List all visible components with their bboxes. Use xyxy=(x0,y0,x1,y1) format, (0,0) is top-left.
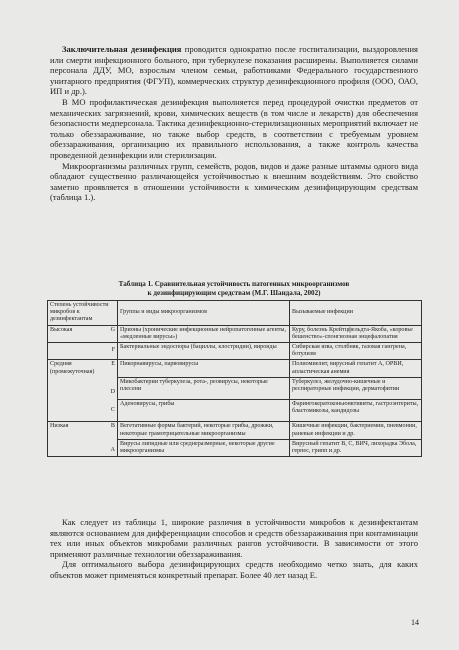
infections-cell: Куру, болезнь Крейтцфельдта-Якоба, «коровье бешенство»-спонгиозная энцефалопатия xyxy=(290,325,422,342)
resistance-table xyxy=(47,300,422,457)
degree-cell xyxy=(48,343,118,360)
body-text-bottom xyxy=(50,517,418,581)
table-row xyxy=(48,399,422,422)
table-row xyxy=(48,360,422,377)
table-row xyxy=(48,422,422,439)
table-row xyxy=(48,325,422,342)
group-letter: G xyxy=(110,326,115,333)
paragraph-table-conclusion: Как следует из таблицы 1, широкие различия в устойчивости микробов к дезинфектантам являются основанием для дифференциации способов и средств обеззараживания при контаминации тех или иных объектов микробами различных рангов устойчивости. В зависимости от этого применяют различные технологии обеззараживания. xyxy=(50,517,418,559)
infections-cell: Туберкулез, желудочно-кишечные и респираторные инфекции, дерматофитии xyxy=(290,377,422,399)
table-row xyxy=(48,343,422,360)
infections-cell: Сибирская язва, столбняк, газовая гангрена, ботулизм xyxy=(290,343,422,360)
infections-cell: Фарингокератоконьюнктивиты, гастроэнтериты, бластомикозы, кандидозы xyxy=(290,399,422,422)
degree-cell xyxy=(48,377,118,399)
paragraph-preventive-disinfection: В МО профилактическая дезинфекция выполняется перед процедурой очистки предметов от механических загрязнений, крови, химических веществ (в том числе и лекарств) для обеспечения безопасности медперсонала. Тактика дезинфекционно-стерилизационных мероприятий включает не только обеззараживание, но также выбор средств, в соответствии с требуемым уровнем обеззараживания, организацию их правильного использования, а также контроль качества проведенной дезинфекции или стерилизации. xyxy=(50,96,418,160)
group-letter: B xyxy=(110,423,115,430)
organisms-cell: Аденовирусы, грибы xyxy=(118,399,290,422)
group-letter: F xyxy=(111,347,115,354)
infections-cell: Вирусный гепатит В, С, ВИЧ, лихорадка Эбола, герпес, грипп и др. xyxy=(290,439,422,456)
group-letter: E xyxy=(111,361,115,368)
term-final-disinfection: Заключительная дезинфекция xyxy=(62,44,182,54)
infections-cell: Кишечные инфекции, бактериемии, пневмонии, раневые инфекции и др. xyxy=(290,422,422,439)
degree-level: Средняя (промежуточная) xyxy=(50,361,95,375)
degree-level: Низкая xyxy=(50,423,69,430)
body-text-top xyxy=(50,44,418,203)
table-row xyxy=(48,439,422,456)
paragraph-microorganisms: Микроорганизмы различных групп, семейств, родов, видов и даже разные штаммы одного вида обладают существенно различающейся устойчивостью к внешним воздействиям. Это свойство заметно проявляется в отношении устойчивости к химическим дезинфицирующим средствам (таблица 1.). xyxy=(50,160,418,203)
organisms-cell: Микобактерии туберкулеза, рота-, реовирусы, некоторые плесени xyxy=(118,377,290,399)
header-infections: Вызываемые инфекции xyxy=(290,301,422,326)
table-caption-line-2: к дезинфицирующим средствам (М.Г. Шандала, 2002) xyxy=(147,288,321,297)
organisms-cell: Вирусы липидные или среднеразмерные, некоторые другие микроорганизмы xyxy=(118,439,290,456)
table-caption-line-1: Таблица 1. Сравнительная устойчивость патогенных микроорганизмов xyxy=(118,280,350,288)
header-degree: Степень устойчивости микробов к дезинфектантам xyxy=(48,301,118,326)
paragraph-text: проводится однократно после госпитализации, выздоровления или смерти инфекционного больного, при туберкулезе показания расширены. Выполняется силами персонала ДДУ, МО, взрослым членом семьи, работниками Федерального государственного унитарного предприятия (ФГУП), коммерческих структур дезинфекционного профиля (ООО, ОАО, ИП и др.). xyxy=(50,44,418,97)
organisms-cell: Бактериальные эндоспоры (бациллы, клостридии), вироиды xyxy=(118,343,290,360)
page-number: 14 xyxy=(411,618,419,627)
table-caption xyxy=(50,280,418,297)
table-row xyxy=(48,377,422,399)
degree-cell xyxy=(48,439,118,456)
paragraph-final-disinfection xyxy=(50,44,418,97)
group-letter: C xyxy=(110,407,115,414)
paragraph-optimal-choice: Для оптимального выбора дезинфицирующих средств необходимо четко знать, для каких объектов может применяться конкретный препарат. Более 40 лет назад Е. xyxy=(50,559,418,580)
group-letter: D xyxy=(110,389,115,396)
table-header-row xyxy=(48,301,422,326)
header-groups: Группы и виды микроорганизмов xyxy=(118,301,290,326)
organisms-cell: Пикорнавирусы, парвовирусы xyxy=(118,360,290,377)
group-letter: A xyxy=(110,447,115,454)
organisms-cell: Прионы (хронические инфекционные нейропатогенные агенты, «медленные вирусы») xyxy=(118,325,290,342)
infections-cell: Полиомиелит, вирусный гепатит А, ОРВИ, апластическая анемия xyxy=(290,360,422,377)
degree-cell xyxy=(48,325,118,342)
organisms-cell: Вегетативные формы бактерий, некоторые грибы, дрожжи, некоторые грамотрицательные микроорганизмы xyxy=(118,422,290,439)
degree-level: Высокая xyxy=(50,326,73,333)
degree-cell xyxy=(48,360,118,377)
degree-cell xyxy=(48,422,118,439)
degree-cell xyxy=(48,399,118,422)
